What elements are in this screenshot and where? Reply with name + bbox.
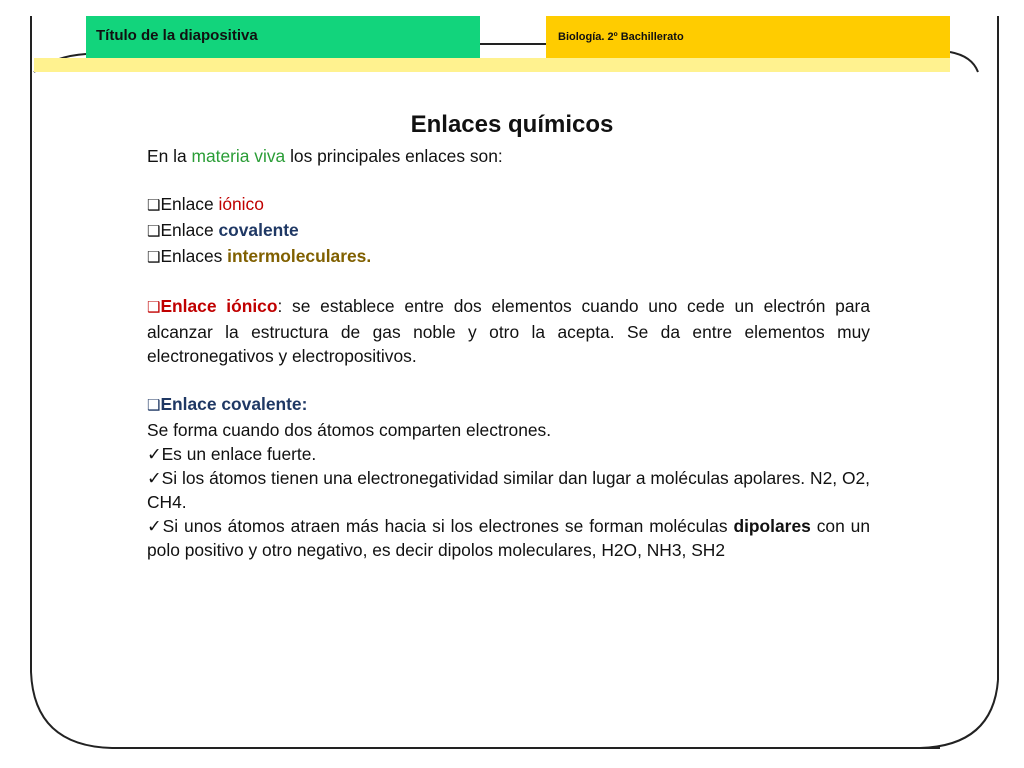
check-mark-icon: ✓ — [147, 444, 162, 464]
covalent-heading: ❑Enlace covalente: — [147, 394, 308, 414]
subject-tab — [546, 16, 950, 58]
header-band — [34, 58, 950, 72]
ballot-box-icon: ❑ — [147, 397, 161, 414]
slide-title-tab — [86, 16, 480, 58]
subject-label: Biología. 2º Bachillerato — [558, 31, 684, 43]
intro-text: En la materia viva los principales enlaces son: — [147, 146, 503, 166]
check-item: ✓Si los átomos tienen una electronegatividad similar dan lugar a moléculas apolares. N2, O2, CH4. — [147, 468, 871, 512]
ionic-paragraph: ❑Enlace iónico: se establece entre dos elementos cuando uno cede un electrón para alcanzar la estructura de gas noble y otro la acepta. Se da entre elementos muy electronegativos y electropositivos. — [147, 296, 870, 366]
intro-highlight: materia viva — [191, 146, 286, 166]
list-item: ❑Enlace covalente — [147, 220, 299, 240]
ionic-term: Enlace iónico — [160, 296, 278, 316]
slide-content — [147, 110, 870, 562]
check-mark-icon: ✓ — [147, 468, 162, 488]
ballot-box-icon: ❑ — [147, 223, 161, 240]
ballot-box-icon: ❑ — [147, 197, 161, 214]
list-item: ❑Enlace iónico — [147, 194, 264, 214]
page-title: Enlaces químicos — [410, 111, 614, 138]
check-item: ✓Si unos átomos atraen más hacia si los electrones se forman moléculas dipolares con un polo positivo y otro negativo, es decir dipolos moleculares, H2O, NH3, SH2 — [147, 516, 871, 560]
ballot-box-icon: ❑ — [147, 299, 161, 316]
list-item: ❑Enlaces intermoleculares. — [147, 246, 372, 266]
covalent-intro: Se forma cuando dos átomos comparten electrones. — [147, 420, 552, 440]
check-mark-icon: ✓ — [147, 516, 163, 536]
check-item: ✓Es un enlace fuerte. — [147, 444, 317, 464]
slide-title-label: Título de la diapositiva — [96, 27, 258, 44]
ballot-box-icon: ❑ — [147, 249, 161, 266]
